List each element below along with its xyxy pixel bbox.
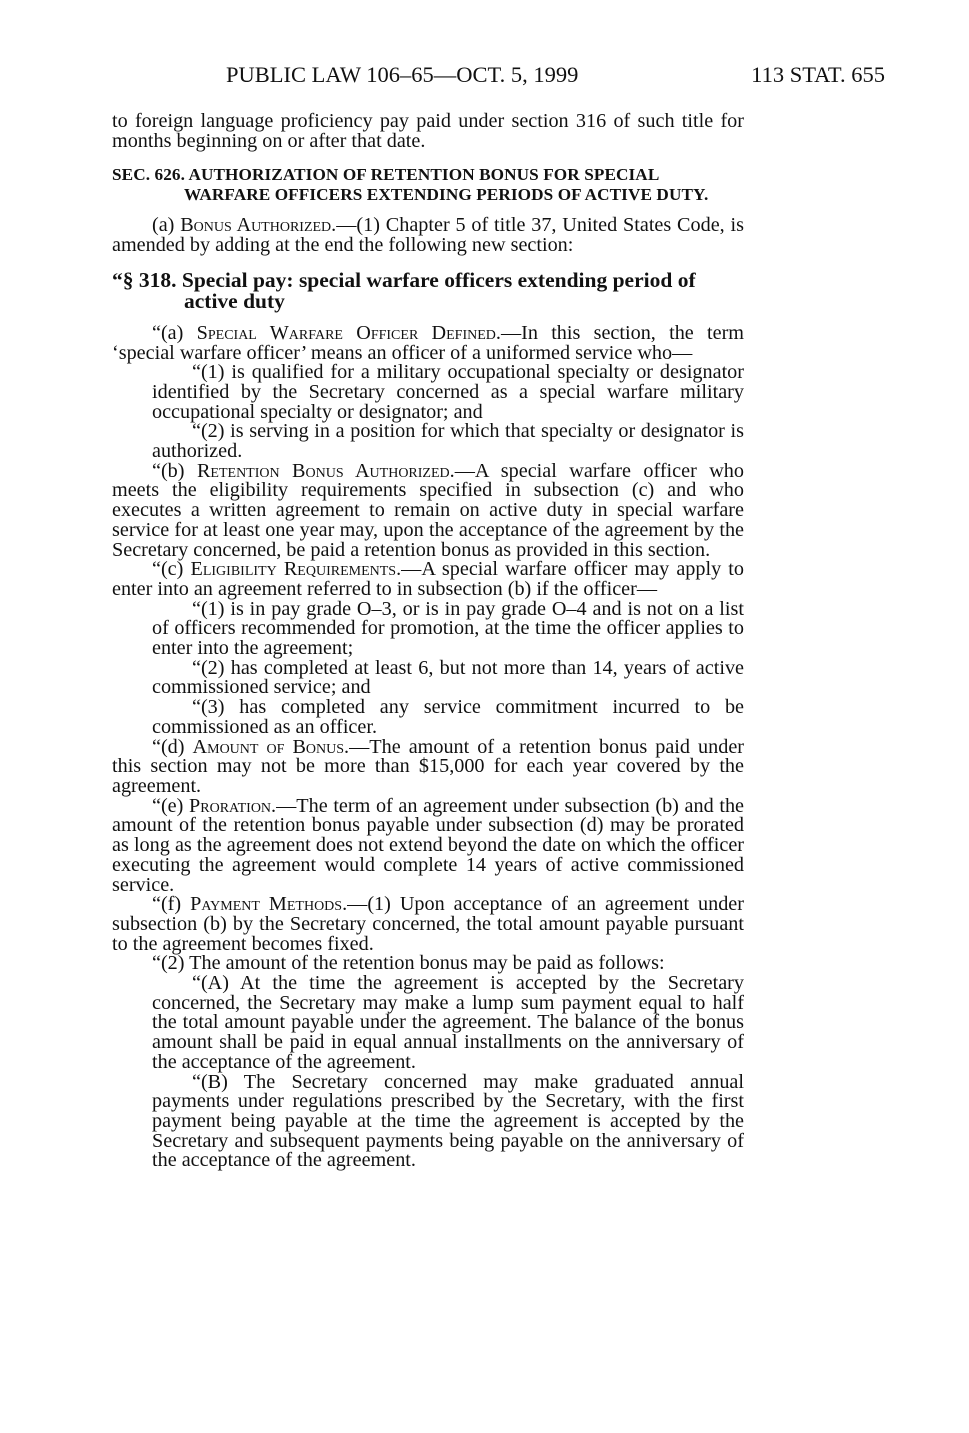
- paragraph-amount: “(d) Amount of Bonus.—The amount of a retention bonus paid under this section may not be more than $15,000 for each year covered by the agreement.: [112, 735, 744, 797]
- section-heading: [112, 165, 744, 204]
- paragraph-eligibility: “(c) Eligibility Requirements.—A special warfare officer may apply to enter into an agreement referred to in subsection (b) if the officer—: [112, 558, 745, 600]
- paragraph-proration: “(e) Proration.—The term of an agreement under subsection (b) and the amount of the retention bonus payable under subsection (d) may be prorated as long as the agreement does not extend beyond the date on which the officer executing the agreement would complete 14 years of active commissioned service.: [112, 794, 744, 896]
- eligibility-item-1: “(1) is in pay grade O–3, or is in pay grade O–4 and is not on a list of officers recommended for promotion, at the time the officer applies to enter into the agreement;: [152, 597, 744, 660]
- paragraph-definition: “(a) Special Warfare Officer Defined.—In this section, the term ‘special warfare officer’ means an officer of a uniformed service who—: [112, 321, 744, 364]
- payment-methods-item-2B: “(B) The Secretary concerned may make graduated annual payments under regulations prescribed by the Secretary, with the first payment being payable at the time the agreement is accepted by the Secretary and subsequent payments being payable on the anniversary of the acceptance of the agreement.: [152, 1070, 744, 1172]
- subsection-a: (a) Bonus Authorized.—(1) Chapter 5 of title 37, United States Code, is amended by adding at the end the following new section:: [112, 214, 744, 257]
- paragraph-payment-methods: “(f) Payment Methods.—(1) Upon acceptance of an agreement under subsection (b) by the Secretary concerned, the total amount payable pursuant to the agreement becomes fixed.: [112, 893, 744, 955]
- payment-methods-item-2: “(2) The amount of the retention bonus may be paid as follows:: [152, 952, 665, 975]
- subsection-a-heading: Bonus Authorized.: [180, 214, 337, 237]
- definition-item-1: “(1) is qualified for a military occupational specialty or designator identified by the Secretary concerned as a special warfare military occupational specialty or designator; and: [152, 361, 744, 423]
- new-section-318-title: “§ 318. Special pay: special warfare officers extending period of active duty: [112, 267, 696, 313]
- document-body: [112, 112, 744, 1171]
- definition-item-2: “(2) is serving in a position for which that specialty or designator is authorized.: [152, 420, 744, 463]
- eligibility-item-3: “(3) has completed any service commitment incurred to be commissioned as an officer.: [152, 696, 744, 738]
- running-header: [226, 58, 885, 92]
- header-title: PUBLIC LAW 106–65—OCT. 5, 1999: [226, 62, 579, 87]
- section-number: SEC. 626.: [112, 165, 186, 185]
- payment-methods-item-2A: “(A) At the time the agreement is accepted by the Secretary concerned, the Secretary may make a lump sum payment equal to half the total amount payable under the agreement. The balance of the bonus amount shall be paid in equal annual installments on the anniversary of the acceptance of the agreement.: [152, 972, 744, 1073]
- paragraph-retention-bonus: “(b) Retention Bonus Authorized.—A special warfare officer who meets the eligibility requirements specified in subsection (c) and who executes a written agreement to remain on active duty in special warfare service for at least one year may, upon the acceptance of the agreement by the Secretary concerned, be paid a retention bonus as provided in this section.: [112, 459, 744, 561]
- continued-paragraph: to foreign language proficiency pay paid under section 316 of such title for months beginning on or after that date.: [112, 110, 744, 152]
- section-title: AUTHORIZATION OF RETENTION BONUS FOR SPECIAL WARFARE OFFICERS EXTENDING PERIODS OF ACTIVE DUTY.: [184, 165, 709, 204]
- eligibility-item-2: “(2) has completed at least 6, but not more than 14, years of active commissioned service; and: [152, 656, 744, 699]
- header-stat-page: 113 STAT. 655: [751, 62, 885, 87]
